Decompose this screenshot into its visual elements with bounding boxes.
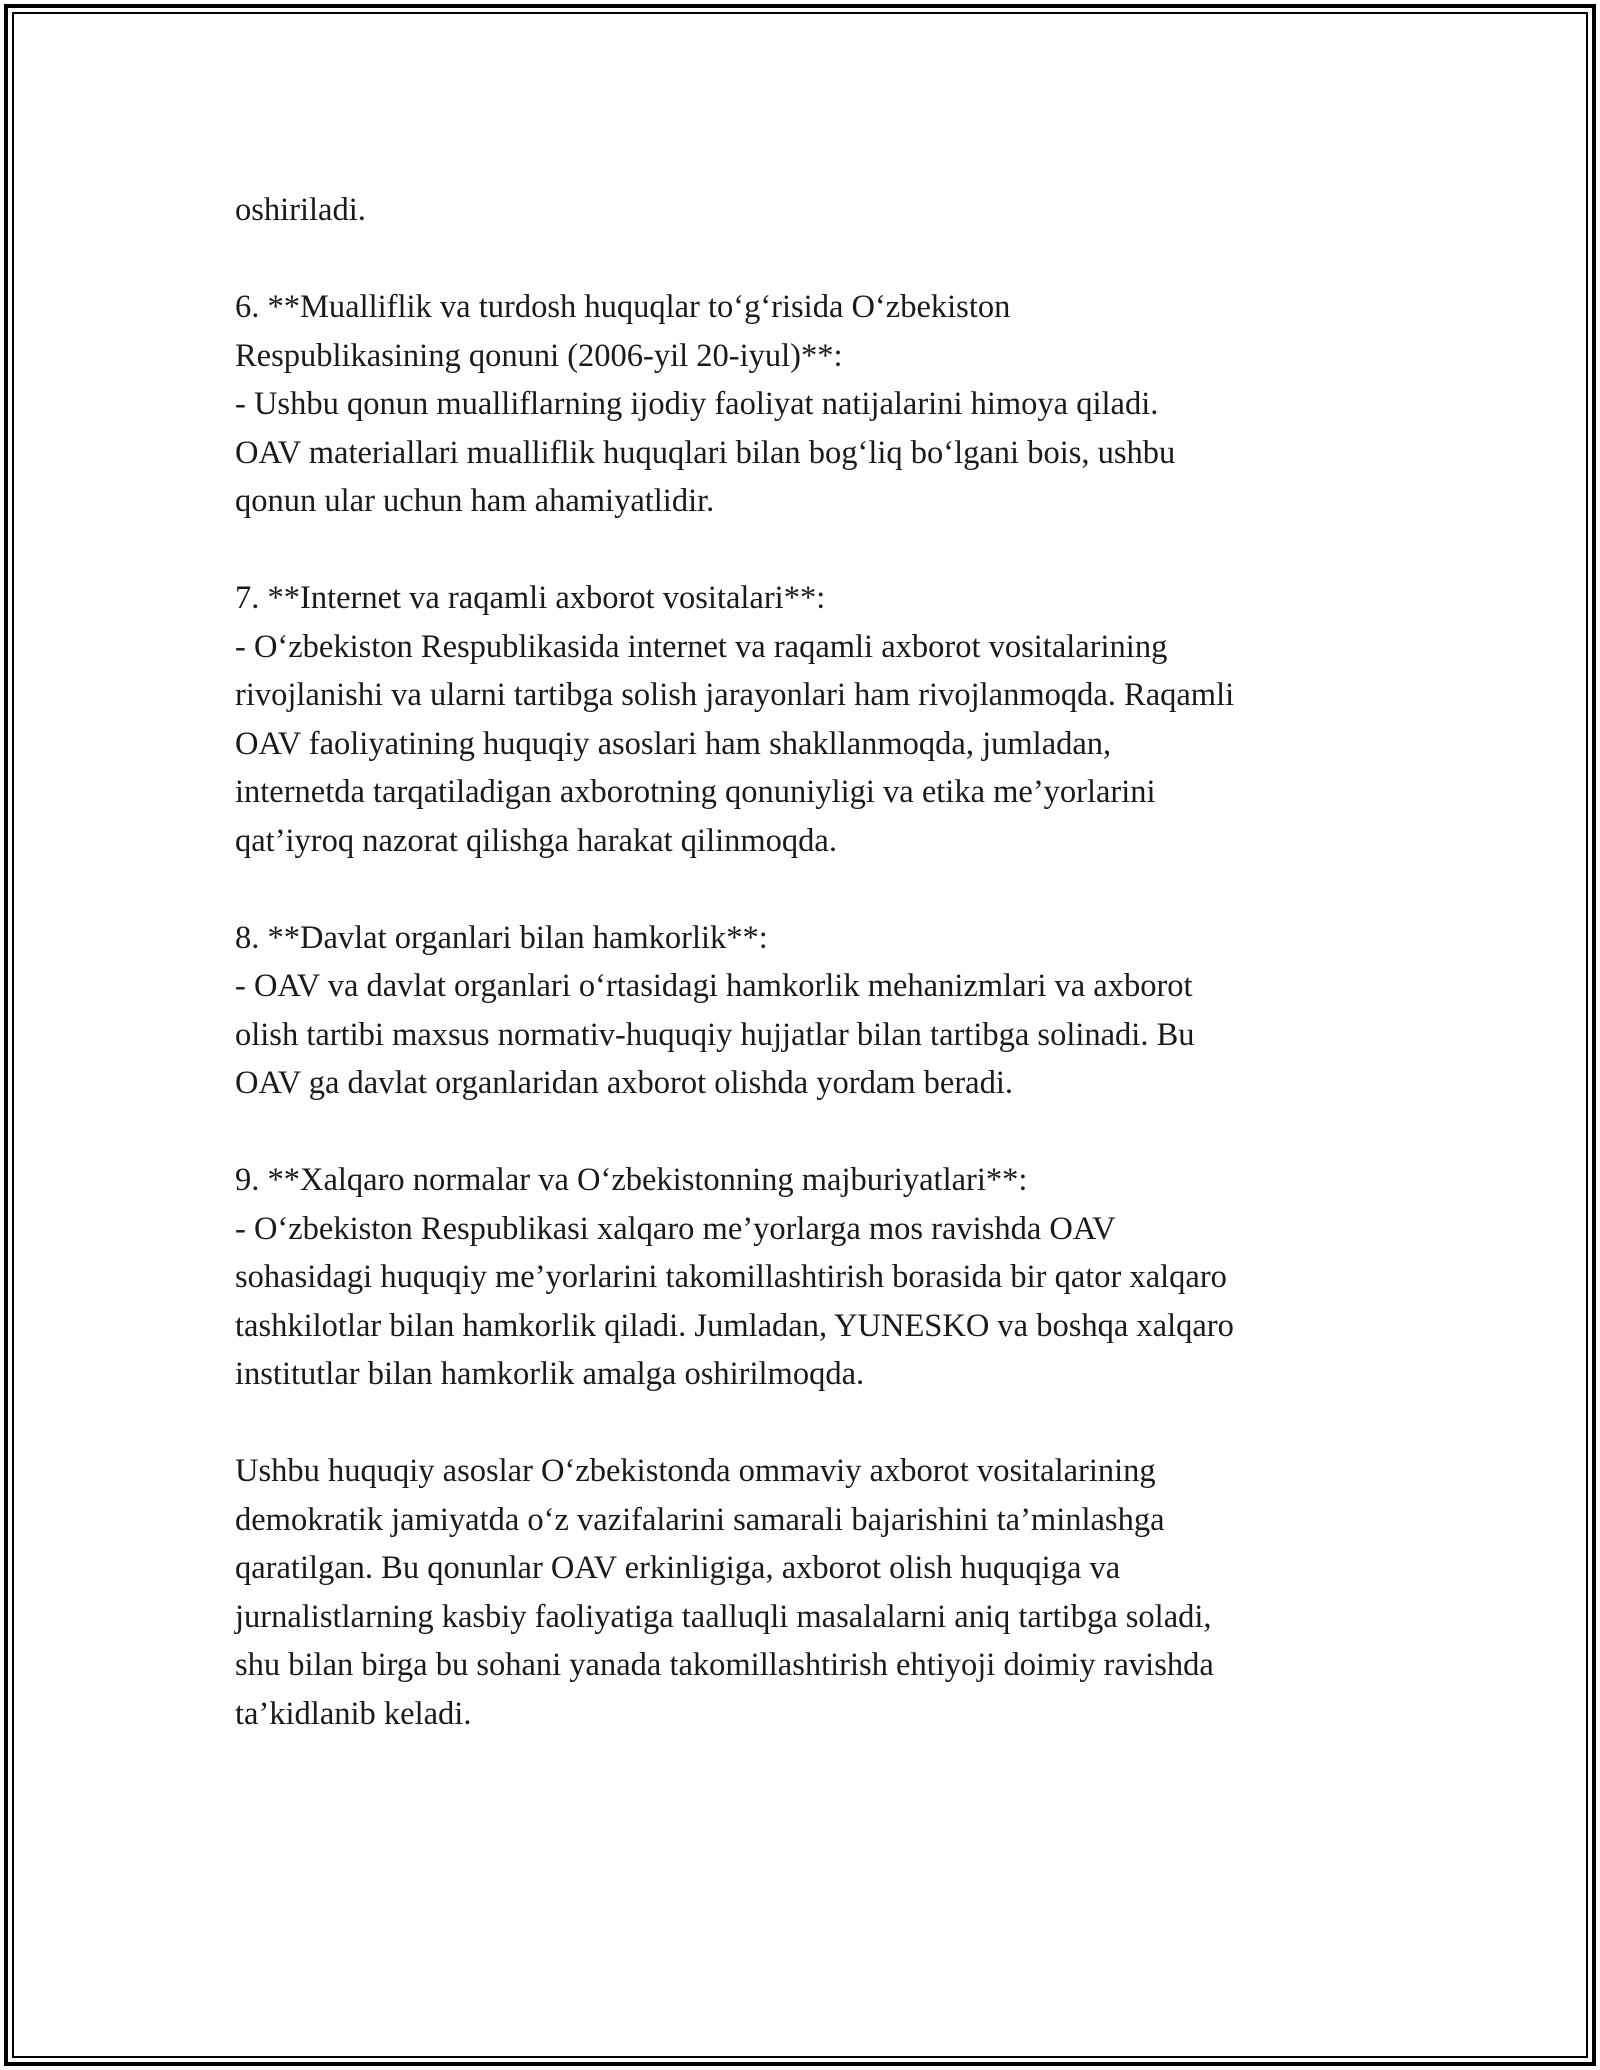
paragraph-item-6-copyright-law: 6. **Mualliflik va turdosh huquqlar to‘g‘risida O‘zbekiston Respublikasining qonuni (2006-yil 20-iyul)**: - Ushbu qonun mualliflarning ijodiy faoliyat natijalarini himoya qiladi. OAV materiallari mualliflik huquqlari bilan bog‘liq bo‘lgani bois, ushbu qonun ular uchun ham ahamiyatlidir. bbox=[235, 289, 1176, 519]
document-body bbox=[235, 186, 1375, 1738]
paragraph-conclusion: Ushbu huquqiy asoslar O‘zbekistonda ommaviy axborot vositalarining demokratik jamiyatda o‘z vazifalarini samarali bajarishini ta’minlashga qaratilgan. Bu qonunlar OAV erkinligiga, axborot olish huquqiga va jurnalistlarning kasbiy faoliyatiga taalluqli masalalarni aniq tartibga soladi, shu bilan birga bu sohani yanada takomillashtirish ehtiyoji doimiy ravishda ta’kidlanib keladi. bbox=[235, 1453, 1214, 1732]
paragraph-item-8-government-cooperation: 8. **Davlat organlari bilan hamkorlik**: - OAV va davlat organlari o‘rtasidagi hamkorlik mehanizmlari va axborot olish tartibi maxsus normativ-huquqiy hujjatlar bilan tartibga solinadi. Bu OAV ga davlat organlaridan axborot olishda yordam beradi. bbox=[235, 919, 1195, 1101]
paragraph-item-7-internet-digital-media: 7. **Internet va raqamli axborot vositalari**: - O‘zbekiston Respublikasida internet va raqamli axborot vositalarining rivojlanishi va ularni tartibga solish jarayonlari ham rivojlanmoqda. Raqamli OAV faoliyatining huquqiy asoslari ham shakllanmoqda, jumladan, internetda tarqatiladigan axborotning qonuniyligi va etika me’yorlarini qat’iyroq nazorat qilishga harakat qilinmoqda. bbox=[235, 580, 1235, 859]
paragraph-continuation: oshiriladi. bbox=[235, 192, 366, 228]
paragraph-item-9-international-norms: 9. **Xalqaro normalar va O‘zbekistonning majburiyatlari**: - O‘zbekiston Respublikasi xalqaro me’yorlarga mos ravishda OAV sohasidagi huquqiy me’yorlarini takomillashtirish borasida bir qator xalqaro tashkilotlar bilan hamkorlik qiladi. Jumladan, YUNESKO va boshqa xalqaro institutlar bilan hamkorlik amalga oshirilmoqda. bbox=[235, 1162, 1234, 1392]
